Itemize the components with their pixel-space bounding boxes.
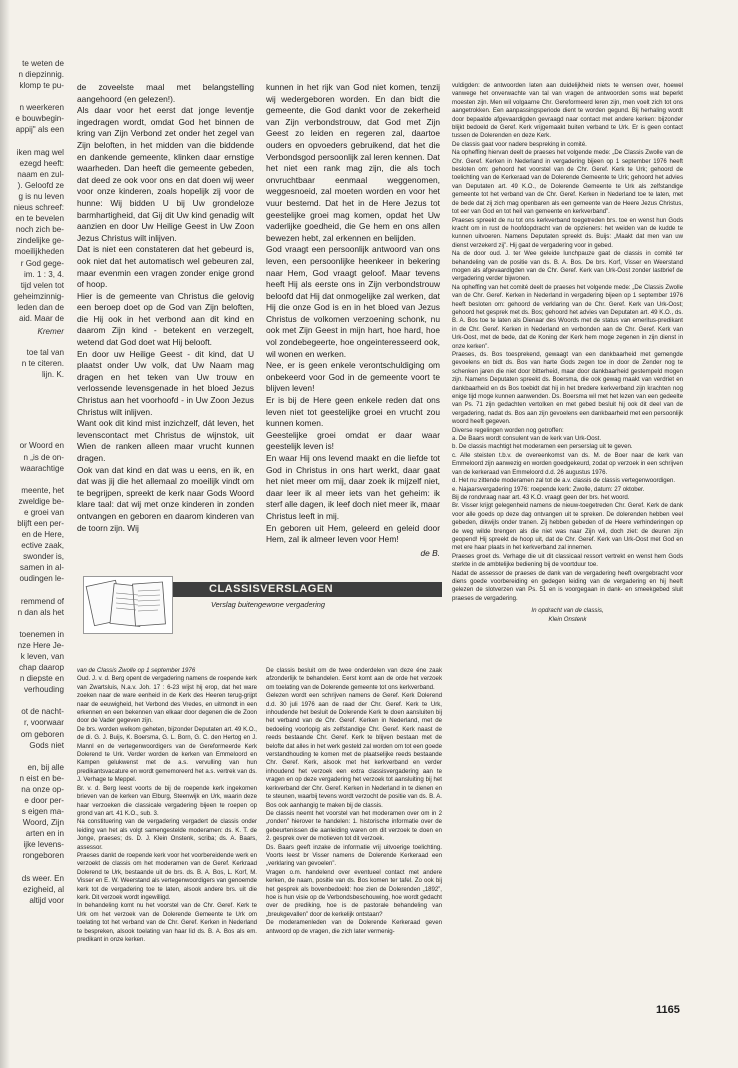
report-column-2 (266, 667, 442, 967)
edge-text-line: zweldige be- (18, 496, 64, 506)
report-paragraph: d. Het nu zittende moderamen zal tot de a.v. classis de classis vertegenwoordigen. (452, 477, 676, 485)
cut-off-left-column (0, 58, 66, 938)
article-paragraph: En geboren uit Hem, geleerd en geleid door Hem, zal ik almeer leven voor Hem! (266, 522, 440, 545)
document-pages-icon (83, 576, 173, 634)
article-paragraph: En waar Hij ons levend maakt en die liefde tot God in Christus in ons hart werkt, daar gaat het niet meer om mij, daar zoek ik mijzelf niet, daar leer ik al meer iets van het geheim: ik sterf alle dagen, ik leef doch niet meer ik, maar Christus leeft in mij. (266, 453, 440, 521)
section-title: CLASSISVERSLAGEN (173, 582, 442, 597)
report-column-3 (452, 82, 683, 962)
edge-text-line: oudingen le- (19, 574, 64, 584)
edge-text-line: samen in al- (19, 563, 64, 573)
edge-text-line: appij" als een (15, 125, 64, 135)
edge-text-line (0, 618, 64, 629)
edge-text-line: en te bevelen (15, 214, 64, 224)
edge-text-line: e door per- (24, 795, 64, 805)
edge-text-line: ezigheid, al (23, 884, 64, 894)
edge-text-line: n te citeren. (21, 359, 64, 369)
report-paragraph: Ds. Baars geeft inzake de informatie vrij uitvoerige toelichting. Voorts leest br Visser namens de Dolerende Kerkeraad een „verklaring van gevoelen”. (266, 843, 442, 868)
edge-text-line (0, 136, 64, 147)
report-paragraph: In behandeling komt nu het voorstel van de Chr. Geref. Kerk te Urk om het verzoek van de Dolerende Gemeente te Urk om toelating tot het verband van de Chr. Geref. Kerken in Nederland te bespreken, alsook toelating van haar lid ds. B. A. Bos als em. predikant in onze kerken. (77, 902, 257, 943)
article-paragraph: Als daar voor het eerst dat jonge leventje ingedragen wordt, omdat God het binnen de kring van Zijn Verbond zet onder het zegel van Zijn beloften, in het midden van die biddende en dankende gemeente, klinken daar ernstige waarheden. Dan heeft die gemeente gebeden, dat deed ze ook voor ons en dat doen wij weer voor onze kinderen, zoals hopelijk zij voor de hunne: Wij bidden U bij Uw grondeloze barmhartigheid, dat Gij dit Uw kind genadig wilt aanzien en door Uw Heilige Geest in Uw Zoon Jezus Christus wilt inlijven. (77, 105, 254, 243)
report-paragraph: e. Najaarsvergadering 1976: roepende kerk: Zwolle, datum: 27 oktober. (452, 485, 645, 493)
article-paragraph: En door uw Heilige Geest - dit kind, dat U plaatst onder Uw volk, dat Uw Naam mag dragen en het teken van Uw trouw en verlossende levensgenade in het bloed Jezus Christus aan het voorhoofd - in Uw Zoon Jezus Christus wilt inlijven. (77, 348, 254, 417)
edge-text-line: toe tal van (26, 348, 64, 358)
report-column-1 (77, 667, 257, 997)
report-paragraph: Praeses dankt de roepende kerk voor het voorbereidende werk en verzoekt de classis om het moderamen van de Geref. Kerkraad Dolerend te Urk, bestaande uit de brs. ds. B. A. Bos, L. Korf, M. Visser en E. W. Weerstand als vertegenwoordigers van genoemde kerk tot de vergadering toe te laten, alsook andere brs. uit die kerk. Dit verzoek wordt ingewilligd. (77, 851, 257, 901)
edge-text-line: r God gege- (20, 258, 64, 268)
report-paragraph: vuldigden: de antwoorden laten aan duidelijkheid niets te wensen over, hoewel vanwege het onverwachte van tal van vragen de antwoorden soms wat beperkt moesten zijn. Men wil volgaarne Chr. Gereformeerd leren zijn, men voelt zich tot ons aangetrokken. Een aanpassingsperiode dient te worden gegund. Bij herhaling wordt door bepaalde afgevaardigden gevraagd naar contact met andere kerken: bijzonder blijkt bedoeld de Geref. Kerk vrijgemaakt buiten verband te Urk. Er is geen contact tussen de Dolerenden en deze Kerk. (452, 82, 683, 140)
article-column-2-body (266, 82, 440, 546)
article-paragraph: kunnen in het rijk van God niet komen, tenzij wij wedergeboren worden. En dan bidt die gemeente, die God dankt voor de zekerheid van Zijn verbondstrouw, dat God met Zijn Geest zo leiden en regeren zal, daartoe ouders en opvoeders gebruikend, dat het die Verbondsgod persoonlijk zal leren kennen. Dat het niet een rank mag zijn, die als toch onvruchtbaar eenmaal weggenomen, weggesnoeid, zal moeten worden en voor het vuur bestemd. Dat het in de Here Jezus tot geestelijke groei mag komen, opdat het Uw vaderlijke goedheid, die Ge hem en ons allen bewezen hebt, zal erkennen en belijden. (266, 82, 440, 243)
edge-text-line: im. 1 : 3, 4. (23, 269, 64, 279)
report-paragraph: Praeses, ds. Bos toesprekend, gewaagt van een dankbaarheid met gemengde gevoelens en bidt ds. Bos van harte Gods zegen toe in door de Zender nog te schenken jaren die niet door bitterheid, maar door dankbaarheid gestempeld mogen zijn. Namens Deputaten spreekt ds. Boersma, die ook gewag maakt van verdriet en dankbaarheid en ds Bos toebidt dat hij in het bredere kerkverband zijn krachten nog enige tijd moge kunnen aanwenden. Ds. Boersma wil met het lezen van een gedeelte van Ps. 71 zijn gedachten vertolken en met gebed besluit hij ook dit deel van de vergadering, nadat ds. Bos aan zijn gevoelens een dankbaarheid met een persoonlijk woord heeft gegeven. (452, 351, 683, 426)
edge-text-line: blijft een per- (17, 519, 64, 528)
edge-text-line: e bouwbegin- (15, 114, 64, 124)
edge-text-line (0, 695, 64, 706)
edge-text-line (0, 751, 64, 762)
edge-text-line: geheimzinnig- (13, 291, 64, 301)
report-paragraph: De classis neemt het voorstel van het moderamen over om in 2 „ronden” hierover te handelen: 1. historische informatie over de gebeurtenissen die aanleiding waren om dit verzoek te doen en 2. gesprek over de motieven tot dit verzoek. (266, 809, 442, 843)
report-paragraph: a. De Baars wordt consulent van de kerk van Urk-Oost. (452, 435, 602, 443)
edge-text-line: or Woord en (19, 441, 64, 451)
report-paragraph: De classis besluit om de twee onderdelen van deze éne zaak afzonderlijk te behandelen. Eerst komt aan de orde het verzoek om toelating van de Dolerende gemeente tot ons kerkverband. (266, 667, 442, 691)
article-paragraph: Hier is de gemeente van Christus die gelovig een beroep doet op de God van Zijn beloften, die Hij ook in het verbond aan dit kind en daarom Zijn kind - betekent en verzegelt, wetend dat God doet wat Hij belooft. (77, 290, 254, 348)
edge-text-line: Woord, Zijn (22, 818, 64, 828)
report-paragraph: Gelezen wordt een schrijven namens de Geref. Kerk Dolerend d.d. 30 juli 1976 aan de raad der Chr. Geref. Kerk te Urk, inhoudende het besluit de Dolerende Kerk te doen aansluiten bij het verband van de Chr. Geref. Kerken in Nederland, met de bedoeling voorlopig als zelfstandige Chr. Geref. Kerk naast de reeds bestaande Chr. Geref. Kerk te blijven bestaan met de belofte dat alles in het werk gesteld zal worden om tot een goede verstandhouding te komen met de plaatselijke reeds bestaande Chr. Geref. Kerk, alsook met het kerkverband en verder inhoudend het verzoek een extra classisvergadering aan te vragen en op deze vergadering het verzoek tot aansluiting bij het kerkverband der Chr. Geref. Kerken in Nederland in te dienen en te steunen, waarbij tevens wordt verzocht de positie van ds. B. A. Bos ook aanhangig te maken bij de classis. (266, 692, 442, 809)
edge-text-line: om geboren (20, 729, 64, 739)
report-paragraph: Diverse regelingen worden nog getroffen: (452, 426, 564, 434)
edge-text-line: noch zich be- (15, 225, 64, 235)
report-paragraph: Oud. J. v. d. Berg opent de vergadering namens de roepende kerk van Zwartsluis, N.a.v. Joh. 17 : 6-23 wijst hij erop, dat het ware zoeken naar de ware eenheid in de Kerk des Heeren terug-grijpt naar de eeuwigheid, het Verbond des Vredes, en uitmondt in een erkennen en een bekennen van elkaar door degenen die de Zoon door de Vader gegeven zijn. (77, 675, 257, 725)
edge-text-line (0, 91, 64, 102)
edge-text-line: naam en zul- (17, 169, 64, 179)
edge-text-line: iken mag wel (16, 147, 64, 157)
edge-text-line (0, 862, 64, 873)
edge-text-line: ). Geloofd ze (17, 180, 64, 190)
edge-text-line: ijke levens- (23, 840, 64, 850)
edge-text-block-2 (0, 347, 64, 380)
report-paragraph: De moderamenleden van de Dolerende Kerkeraad geven antwoord op de vragen, die zich later vermenig- (266, 919, 442, 935)
article-paragraph: Want ook dit kind mist inzichzelf, dát leven, het levenscontact met Christus de wijnstok, uit Wien de ranken alleen maar vrucht kunnen dragen. (77, 418, 254, 463)
edge-text-line: en de Here, (21, 530, 64, 540)
edge-text-line: ective zaak, (21, 541, 64, 551)
edge-text-line: nieus schreef: (13, 203, 64, 213)
edge-text-line: chap daarop (18, 663, 64, 673)
edge-text-line: n eist en be- (19, 773, 64, 783)
edge-text-line: rongeboren (22, 851, 64, 861)
report-signature-line-2: Klein Onstenk (548, 615, 587, 623)
edge-text-block-1 (0, 58, 64, 324)
section-subtitle: Verslag buitengewone vergadering (211, 600, 325, 609)
report-paragraph: Nadat de assessor de praeses de dank van de vergadering heeft overgebracht voor diens goede voorbereiding en gedegen leiding van de vergadering en hij heeft gelezen de slotverzen van Ps. 51 en is voorgegaan in dank- en smeekgebed sluit praeses de vergadering. (452, 569, 683, 602)
edge-signature-1: Kremer (37, 327, 64, 337)
report-signature-line-1: In opdracht van de classis, (531, 607, 604, 615)
edge-text-line: te weten de (22, 59, 64, 68)
edge-text-line: n dan als het (17, 607, 64, 617)
report-paragraph: c. Alle steisten t.b.v. de overeenkomst van ds. M. de Boer naar de kerk van Emmeloord zijn aanwezig en worden goedgekeurd, zodat op verzoek in een schrijven van de kerkeraad van Emmeloord d.d. 26 augustus 1976. (452, 451, 683, 476)
report-paragraph: Bij de rondvraag naar art. 43 K.O. vraagt geen der brs. het woord. (452, 493, 630, 501)
edge-text-line: aid. Maar de (19, 313, 64, 323)
edge-text-line: moeilijkheden (14, 247, 64, 257)
report-paragraph: Praeses spreekt de nu tot ons kerkverband toegetreden brs. toe en wenst hun Gods kracht om in rust de hoofdopdracht van de opzieners: het weiden van de kudde te kunnen uitvoeren. Namens Deputaten spreekt ds. Buijs: „Maakt dat men van uw dienst verzekerd zij”. Hij gaat de vergadering voor in gebed. (452, 216, 683, 249)
edge-text-line: Gods niet (29, 740, 64, 750)
edge-text-line (0, 474, 64, 485)
edge-text-line: arten en in (25, 829, 64, 839)
report-paragraph: De classis gaat voor nadere bespreking in comité. (452, 140, 587, 148)
report-paragraph: Na de door oud. J. ter Wee geleide lunchpauze gaat de classis in comité ter behandeling van de positie van ds. B. A. Bos. De brs. Korf, Visser en Weerstand mogen als afgevaardigden van de Chr. Geref. Kerk van Urk-Oost zonder lastbrief de vergadering verder bijwonen. (452, 250, 683, 283)
article-column-2 (266, 82, 440, 558)
edge-text-line: tijd velen tot (20, 280, 64, 290)
edge-text-line: k leven, van (20, 651, 64, 661)
edge-text-line: en, bij alle (27, 762, 64, 772)
report-paragraph: van de Classis Zwolle op 1 september 1976 (77, 667, 196, 674)
report-paragraph: Na opheffing hiervan deelt de praeses het volgende mede: „De Classis Zwolle van de Chr. Geref. Kerken in Nederland in vergadering bijeen op 1 september 1976 heeft besloten om: gehoord het voorstel van de Chr. Geref. Kerk te Urk; gehoord de toelichting van de Kerkeraad van de Dolerende Gemeente te Urk; gehoord het advies van Deputaten art. 49 K.O., de Dolerende Gemeente te Urk als zelfstandige gemeente tot het verband van de Chr. Geref. Kerken in Nederland toe te laten, met de bede dat zij zich mag openbaren als een gemeente van de Heere Jezus Christus, tot eer van God en tot heil van gemeente en kerkverband”. (452, 149, 683, 216)
edge-text-line (0, 585, 64, 596)
edge-text-line: verhouding (23, 685, 64, 695)
edge-text-line: klomp te pu- (19, 81, 64, 91)
report-column-3-body (452, 82, 683, 603)
edge-text-line: s eigen ma- (21, 807, 64, 817)
edge-text-line: meente, het (21, 485, 64, 495)
edge-text-line: n weerkeren (19, 103, 64, 113)
article-paragraph: Geestelijke groei omdat er daar waar geestelijk leven is! (266, 429, 440, 452)
article-column-1 (77, 82, 254, 552)
edge-text-line: g is nu leven (18, 191, 64, 201)
article-paragraph: Ook van dat kind en dat was u eens, en ik, en dat was jij die het allemaal zo moeilijk vindt om te begrijpen, spreekt de kerk naar Gods Woord klare taal: dat wij met onze kinderen in zonden ontvangen en geboren en daarom kinderen van de toorn zijn. Wij (77, 464, 254, 533)
edge-text-line: ot de nacht- (21, 707, 64, 717)
report-paragraph: Na constituering van de vergadering vergadert de classis onder leiding van het als volgt samengestelde moderamen: ds. K. T. de Jonge, praeses; ds. D. J. Klein Onstenk, scriba; ds. A. Baars, assessor. (77, 818, 257, 851)
edge-text-line: na onze op- (21, 784, 64, 794)
edge-text-line: altijd voor (29, 895, 64, 905)
edge-text-line: remmend of (20, 596, 64, 606)
report-paragraph: De brs. worden welkom geheten, bijzonder Deputaten art. 49 K.O., de di. G. J. Buijs, K. Boersma, G. L. Born, G. C. den Hertog en J. Mannl en de vertegenwoordigers van de Gereformeerde Kerk Dolerend te Urk. Verder worden de kerken van Emmeloord en Kampen gelukwenst met de a.s. vervulling van hun predikantsvacature en wordt gememoreerd het a.s. vertrek van ds. J. Verhage te Meppel. (77, 725, 257, 784)
edge-text-line: lijn. K. (41, 370, 64, 380)
report-paragraph: Na opheffing van het comité deelt de praeses het volgende mede: „De Classis Zwolle van de Chr. Geref. Kerken in Nederland in vergadering bijeen op 1 september 1976 heeft besloten om: gehoord de verklaring van de Chr. Geref. Kerk van Urk-Oost; gehoord het gesprek met ds. Bos; gehoord het advies van Deputaten art. 49 K.O., ds. B. A. Bos toe te laten als Dienaar des Woords met de status van emeritus-predikant in de Chr. Geref. Kerken in Nederland en verbonden aan de Chr. Geref. Kerk van Urk-Oost, met de bede, dat de Koning der Kerk hem moge zegenen in zijn dienst in onze kerken”. (452, 283, 683, 350)
page-number: 1165 (656, 1004, 680, 1016)
report-paragraph: Praeses groet ds. Verhage die uit dit classicaal ressort vertrekt en wenst hem Gods sterkte in de ambtelijke bediening bij de voortduur toe. (452, 552, 683, 569)
edge-text-line: n diepzinnig. (18, 70, 64, 80)
article-paragraph: Er is bij de Here geen enkele reden dat ons leven niet tot geestelijke groei en vrucht zou kunnen komen. (266, 395, 440, 429)
report-paragraph: Br. Visser krijgt gelegenheid namens de nieuw-toegetreden Chr. Geref. Kerk de dank voor alle goeds op deze dag ontvangen uit te spreken. De dolerenden hebben veel gebeden, dikwijls onder tranen. Zij hebben gebeden of de Heere verhinderingen op de weg wilde brengen als die niet was naar Zijn wil, doch ziet: de deuren zijn geopend! Hij spreekt de hoop uit, dat de Chr. Geref. Kerk van Urk-Oost met God en met ere haar plaats in het kerkverband zal innemen. (452, 502, 683, 552)
edge-text-line: ds weer. En (21, 873, 64, 883)
section-banner (77, 574, 442, 638)
report-paragraph: b. De classis machtigt het moderamen een perserslag uit te geven. (452, 443, 633, 451)
edge-text-line: n „is de on- (23, 452, 64, 462)
edge-text-line: waarachtige (20, 463, 64, 473)
report-paragraph: Br. v. d. Berg leest voorts de bij de roepende kerk ingekomen brieven van de kerken van Elburg, Steenwijk en Urk, waarin deze haar verzoeken die classicale vergadering bijeen te roepen op grond van art. 41 K.O., sub. 3. (77, 784, 257, 817)
article-paragraph: Dat is niet een constateren dat het gebeurd is, ook niet dat het automatisch wel gebeuren zal, maar evenmin een vragen zonder enige grond of hoop. (77, 244, 254, 290)
edge-text-line: toenemen in (19, 629, 64, 639)
report-paragraph: Vragen o.m. handelend over eventueel contact met andere kerken, de naam, positie van ds. Bos komen ter tafel. Zo ook bij het gesprek als bovenbedoeld: hoe zien de Dolerenden „1892”, hoe is hun visie op de Verbondsbeschouwing, hoe wordt gedacht over de prediking, hoe is de pastorale behandeling van „breukgevallen” door de kerkelijk ontstaan? (266, 868, 442, 918)
article-paragraph: God vraagt een persoonlijk antwoord van ons leven, een persoonlijke heenkeer in bekering naar Hem, God vraagt geloof. Maar tevens heeft Hij als eerste ons in Zijn verbondstrouw beloofd dat Hij dat onmogelijke zal werken, dat Hij die onze God is en in het bloed van Jezus Christus de volkomen verzoening schonk, nu ook met Zijn Geest in mijn hart, hoe hard, hoe vol zondebegeerte, hoe ongeinteresseerd ook, wil wonen en werken. (266, 244, 440, 359)
edge-text-block-3 (0, 440, 64, 905)
edge-text-line: ezegd heeft: (19, 158, 64, 168)
edge-text-line: r, voorwaar (23, 718, 64, 728)
edge-text-line: swonder is, (23, 552, 64, 562)
edge-text-line: nze Here Je- (17, 640, 64, 650)
edge-text-line: leden dan de (17, 302, 64, 312)
edge-text-line: e groei van (23, 507, 64, 517)
article-paragraph: de zoveelste maal met belangstelling aangehoord (en gelezen!). (77, 82, 254, 104)
article-paragraph: Nee, er is geen enkele verontschuldiging om onbekeerd voor God in de gemeente voort te blijven leven! (266, 360, 440, 394)
edge-text-line: zindelijke ge- (16, 236, 64, 246)
article-signature: de B. (420, 547, 440, 558)
edge-text-line: n diepste en (19, 674, 64, 684)
